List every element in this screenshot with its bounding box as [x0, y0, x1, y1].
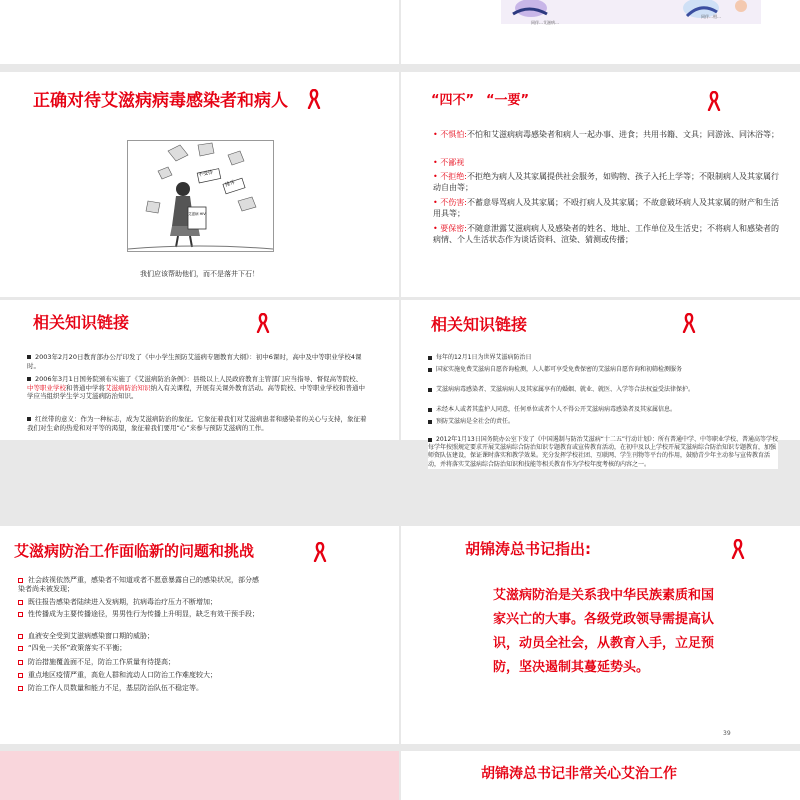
slide-title-a: “四不” [431, 93, 475, 108]
red-ribbon-icon [313, 542, 327, 562]
cartoon-illustration [127, 140, 274, 252]
list-item: 防治措施覆盖面不足，防治工作质量有待提高； [18, 658, 263, 667]
list-item: • 要保密:不随意泄露艾滋病病人及感染者的姓名、地址、工作单位及生活史；不将病人和感染者的病情、个人生活状态作为谈话资料、渲染、猜测或传播； [433, 224, 779, 244]
slide-title-b: “一要” [486, 93, 530, 108]
slide-title: 艾滋病防治工作面临新的问题和挑战 [14, 542, 255, 560]
list-item: 2006年3月1日国务院颁布实施了《艾滋病防治条例》：县级以上人民政府教育主管部门应当指导、督促高等院校、中等职业学校和普通中学将艾滋病防治知识纳入有关课程，开展有关课外教育活动。高等院校、中等职业学校和普通中学应当组织学生学习艾滋病防治知识。 [27, 375, 365, 400]
red-ribbon-icon [307, 89, 321, 109]
bag-label: 艾滋病 HIV [188, 212, 206, 216]
quote-text: 艾滋病防治是关系我中华民族素质和国家兴亡的大事。各级党政领导需提高认识，动员全社会，从教育入手，立足预防，坚决遏制其蔓延势头。 [493, 588, 715, 675]
list-item: 国家实施免费艾滋病自愿咨询检测，人人都可享受免费保密的艾滋病自愿咨询和初筛检测服务 [428, 366, 778, 374]
slide-four-nos [401, 72, 800, 297]
list-item: 红丝带的意义：作为一种标志，成为艾滋病防治的象征。它象征着我们对艾滋病患者和感染者的关心与支持，象征着我们对生命的热爱和对平等的渴望，象征着我们要用“心”来参与预防艾滋病的工作。 [27, 415, 367, 432]
slide-challenges [0, 526, 399, 744]
slide-top-right [401, 0, 800, 64]
slide-top-left [0, 0, 399, 64]
slide-knowledge-links-1 [0, 300, 399, 440]
red-ribbon-icon [682, 313, 696, 333]
slide-bottom-right [401, 751, 800, 800]
slide-knowledge-links-2 [401, 300, 800, 440]
red-ribbon-icon [707, 91, 721, 111]
list-item: 艾滋病病毒感染者、艾滋病病人及其家属享有的婚姻、就业、就医、入学等合法权益受法律保护。 [428, 386, 778, 394]
list-item: 重点地区疫情严重，高危人群和流动人口防治工作难度较大； [18, 671, 263, 680]
list-item: 2003年2月20日教育部办公厅印发了《中小学生预防艾滋病专题教育大纲》：初中6课时，高中及中等职业学校4课时。 [27, 353, 362, 370]
red-ribbon-icon [256, 313, 270, 333]
list-item: 既往报告感染者陆续进入发病期，抗病毒治疗压力不断增加； [18, 598, 263, 607]
list-item: 2012年1月13日国务院办公室下发了《中国遏制与防治艾滋病“十二五”行动计划》：所有普通中学、中等职业学校、普通高等学校每学年按照规定要求开展艾滋病综合防治知识专题教育或宣传教育活动，在初中及以上学校开展艾滋病综合防治知识专题教育，加强师资队伍建设，保证课时落实和教学效果。充分发挥学校社团、互联网、学生刊物等平台的作用，鼓励青少年主动参与宣传教育活动，并将落实艾滋病综合防治知识和技能等相关教育作为学校年度考核的内容之一。 [428, 436, 778, 468]
list-item: • 不伤害:不蓄意辱骂病人及其家属；不殴打病人及其家属；不故意破坏病人及其家属的财产和生活用具等； [433, 198, 779, 218]
list-item: 预防艾滋病是全社会的责任。 [428, 418, 778, 426]
illustration-caption: 我们应该帮助他们，而不是落井下石！ [140, 270, 259, 278]
caption-right: 同伴…相… [701, 14, 721, 19]
red-ribbon-icon [731, 539, 745, 559]
list-item: 每年的12月1日为世界艾滋病防治日 [428, 354, 778, 362]
slide-bottom-left [0, 751, 399, 800]
sign-label-a: 不受待 [197, 169, 214, 179]
slide-title: 相关知识链接 [33, 313, 130, 332]
slide-title: 正确对待艾滋病病毒感染者和病人 [33, 91, 288, 111]
slide-title: 相关知识链接 [431, 315, 528, 334]
list-item: 未经本人或者其监护人同意，任何单位或者个人不得公开艾滋病病毒感染者及其家属信息。 [428, 406, 778, 414]
list-item: 防治工作人员数量和能力不足，基层防治队伍不稳定等。 [18, 684, 263, 693]
list-item: • 不鄙视 [433, 158, 465, 167]
list-item: 性传播成为主要传播途径，男男性行为传播上升明显，缺乏有效干预手段； [18, 610, 263, 619]
list-item: 血液安全受到艾滋病感染窗口期的威胁； [18, 632, 263, 641]
slide-hu-quote [401, 526, 800, 744]
slide-treat-correctly [0, 72, 399, 297]
slide-title: 胡锦涛总书记非常关心艾治工作 [481, 766, 677, 782]
list-item: “四免一关怀”政策落实不平衡； [18, 644, 263, 653]
list-item: • 不惧怕:不怕和艾滋病病毒感染者和病人一起办事、进食；共用书籍、文具；同游泳、同沐浴等； [433, 130, 779, 139]
caption-left: 同伴…艾滋病… [531, 20, 559, 25]
slide-title: 胡锦涛总书记指出: [465, 540, 591, 558]
list-item: 社会歧视依然严重，感染者不知道或者不愿意暴露自己的感染状况，部分感染者尚未被发现； [18, 576, 259, 593]
sign-label-b: 排斥 [224, 179, 236, 189]
page-number: 39 [723, 730, 731, 737]
list-item: • 不拒绝:不拒绝为病人及其家属提供社会服务，如购物、孩子入托上学等；不限制病人及其家属行动自由等； [433, 172, 779, 192]
